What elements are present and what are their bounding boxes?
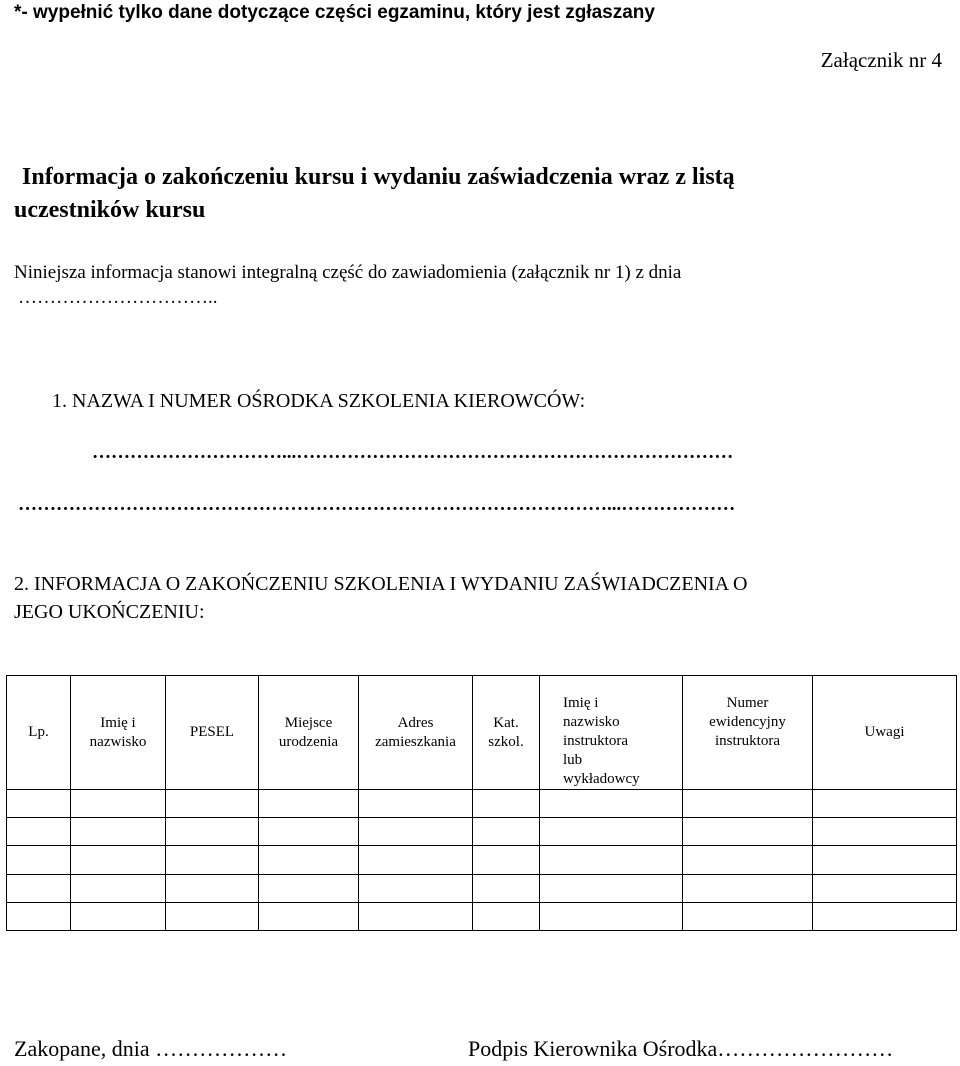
- table-cell: [540, 818, 683, 846]
- header-address: Adres zamieszkania: [359, 676, 473, 790]
- table-cell: [166, 874, 259, 902]
- table-cell: [259, 874, 359, 902]
- table-cell: [359, 818, 473, 846]
- document-title-line-2: uczestników kursu: [14, 197, 206, 223]
- exam-note: *- wypełnić tylko dane dotyczące części egzaminu, który jest zgłaszany: [14, 2, 655, 23]
- signature-line: Podpis Kierownika Ośrodka……………………: [468, 1036, 894, 1061]
- table-cell: [359, 874, 473, 902]
- table-cell: [473, 846, 540, 874]
- table-cell: [473, 874, 540, 902]
- table-cell: [71, 818, 166, 846]
- table-cell: [71, 874, 166, 902]
- center-name-fill-line-1: …………………………...……………………………………………………………: [92, 442, 734, 463]
- header-instructor-number: Numer ewidencyjny instruktora: [683, 676, 813, 790]
- table-cell: [71, 902, 166, 930]
- table-row: [7, 818, 957, 846]
- table-cell: [540, 790, 683, 818]
- table-cell: [7, 874, 71, 902]
- table-cell: [7, 902, 71, 930]
- table-cell: [813, 790, 957, 818]
- intro-text: Niniejsza informacja stanowi integralną część do zawiadomienia (załącznik nr 1) z dnia: [14, 262, 682, 283]
- table-row: [7, 790, 957, 818]
- table-cell: [7, 790, 71, 818]
- table-cell: [813, 846, 957, 874]
- table-cell: [359, 846, 473, 874]
- header-name: Imię i nazwisko: [71, 676, 166, 790]
- table-cell: [683, 874, 813, 902]
- table-cell: [166, 846, 259, 874]
- table-cell: [71, 846, 166, 874]
- section-2-heading-line-1: 2. INFORMACJA O ZAKOŃCZENIU SZKOLENIA I WYDANIU ZAŚWIADCZENIA O: [14, 573, 748, 595]
- header-category: Kat. szkol.: [473, 676, 540, 790]
- table-cell: [7, 818, 71, 846]
- table-cell: [7, 846, 71, 874]
- annex-label: Załącznik nr 4: [820, 48, 942, 72]
- table-cell: [166, 818, 259, 846]
- table-cell: [683, 846, 813, 874]
- place-date-line: Zakopane, dnia ………………: [14, 1036, 288, 1061]
- document-title-line-1: Informacja o zakończeniu kursu i wydaniu zaświadczenia wraz z listą: [22, 164, 735, 190]
- table-cell: [683, 818, 813, 846]
- header-pesel: PESEL: [166, 676, 259, 790]
- table-row: [7, 902, 957, 930]
- table-cell: [259, 790, 359, 818]
- table-cell: [813, 902, 957, 930]
- table-body: [7, 790, 957, 931]
- table-cell: [540, 874, 683, 902]
- table-cell: [473, 902, 540, 930]
- table-row: [7, 874, 957, 902]
- table-cell: [473, 790, 540, 818]
- date-fill-line: …………………………..: [18, 287, 218, 308]
- header-birthplace: Miejsce urodzenia: [259, 676, 359, 790]
- table-cell: [359, 790, 473, 818]
- table-cell: [540, 846, 683, 874]
- table-cell: [259, 818, 359, 846]
- table-cell: [259, 902, 359, 930]
- section-2-heading-line-2: JEGO UKOŃCZENIU:: [14, 601, 205, 623]
- header-instructor-name: Imię i nazwisko instruktora lub wykładowcy: [540, 676, 683, 790]
- table-header-row: [7, 676, 957, 790]
- header-lp: Lp.: [7, 676, 71, 790]
- header-remarks: Uwagi: [813, 676, 957, 790]
- table-cell: [166, 902, 259, 930]
- table-cell: [71, 790, 166, 818]
- table-cell: [473, 818, 540, 846]
- table-cell: [359, 902, 473, 930]
- participants-table: [6, 675, 957, 931]
- section-1-heading: 1. NAZWA I NUMER OŚRODKA SZKOLENIA KIEROWCÓW:: [52, 390, 586, 412]
- table-row: [7, 846, 957, 874]
- table-cell: [683, 902, 813, 930]
- table-cell: [166, 790, 259, 818]
- table-cell: [540, 902, 683, 930]
- center-name-fill-line-2: …………………………………………………………………………………...………………: [18, 494, 736, 515]
- table-cell: [259, 846, 359, 874]
- table-cell: [683, 790, 813, 818]
- table-cell: [813, 874, 957, 902]
- table-cell: [813, 818, 957, 846]
